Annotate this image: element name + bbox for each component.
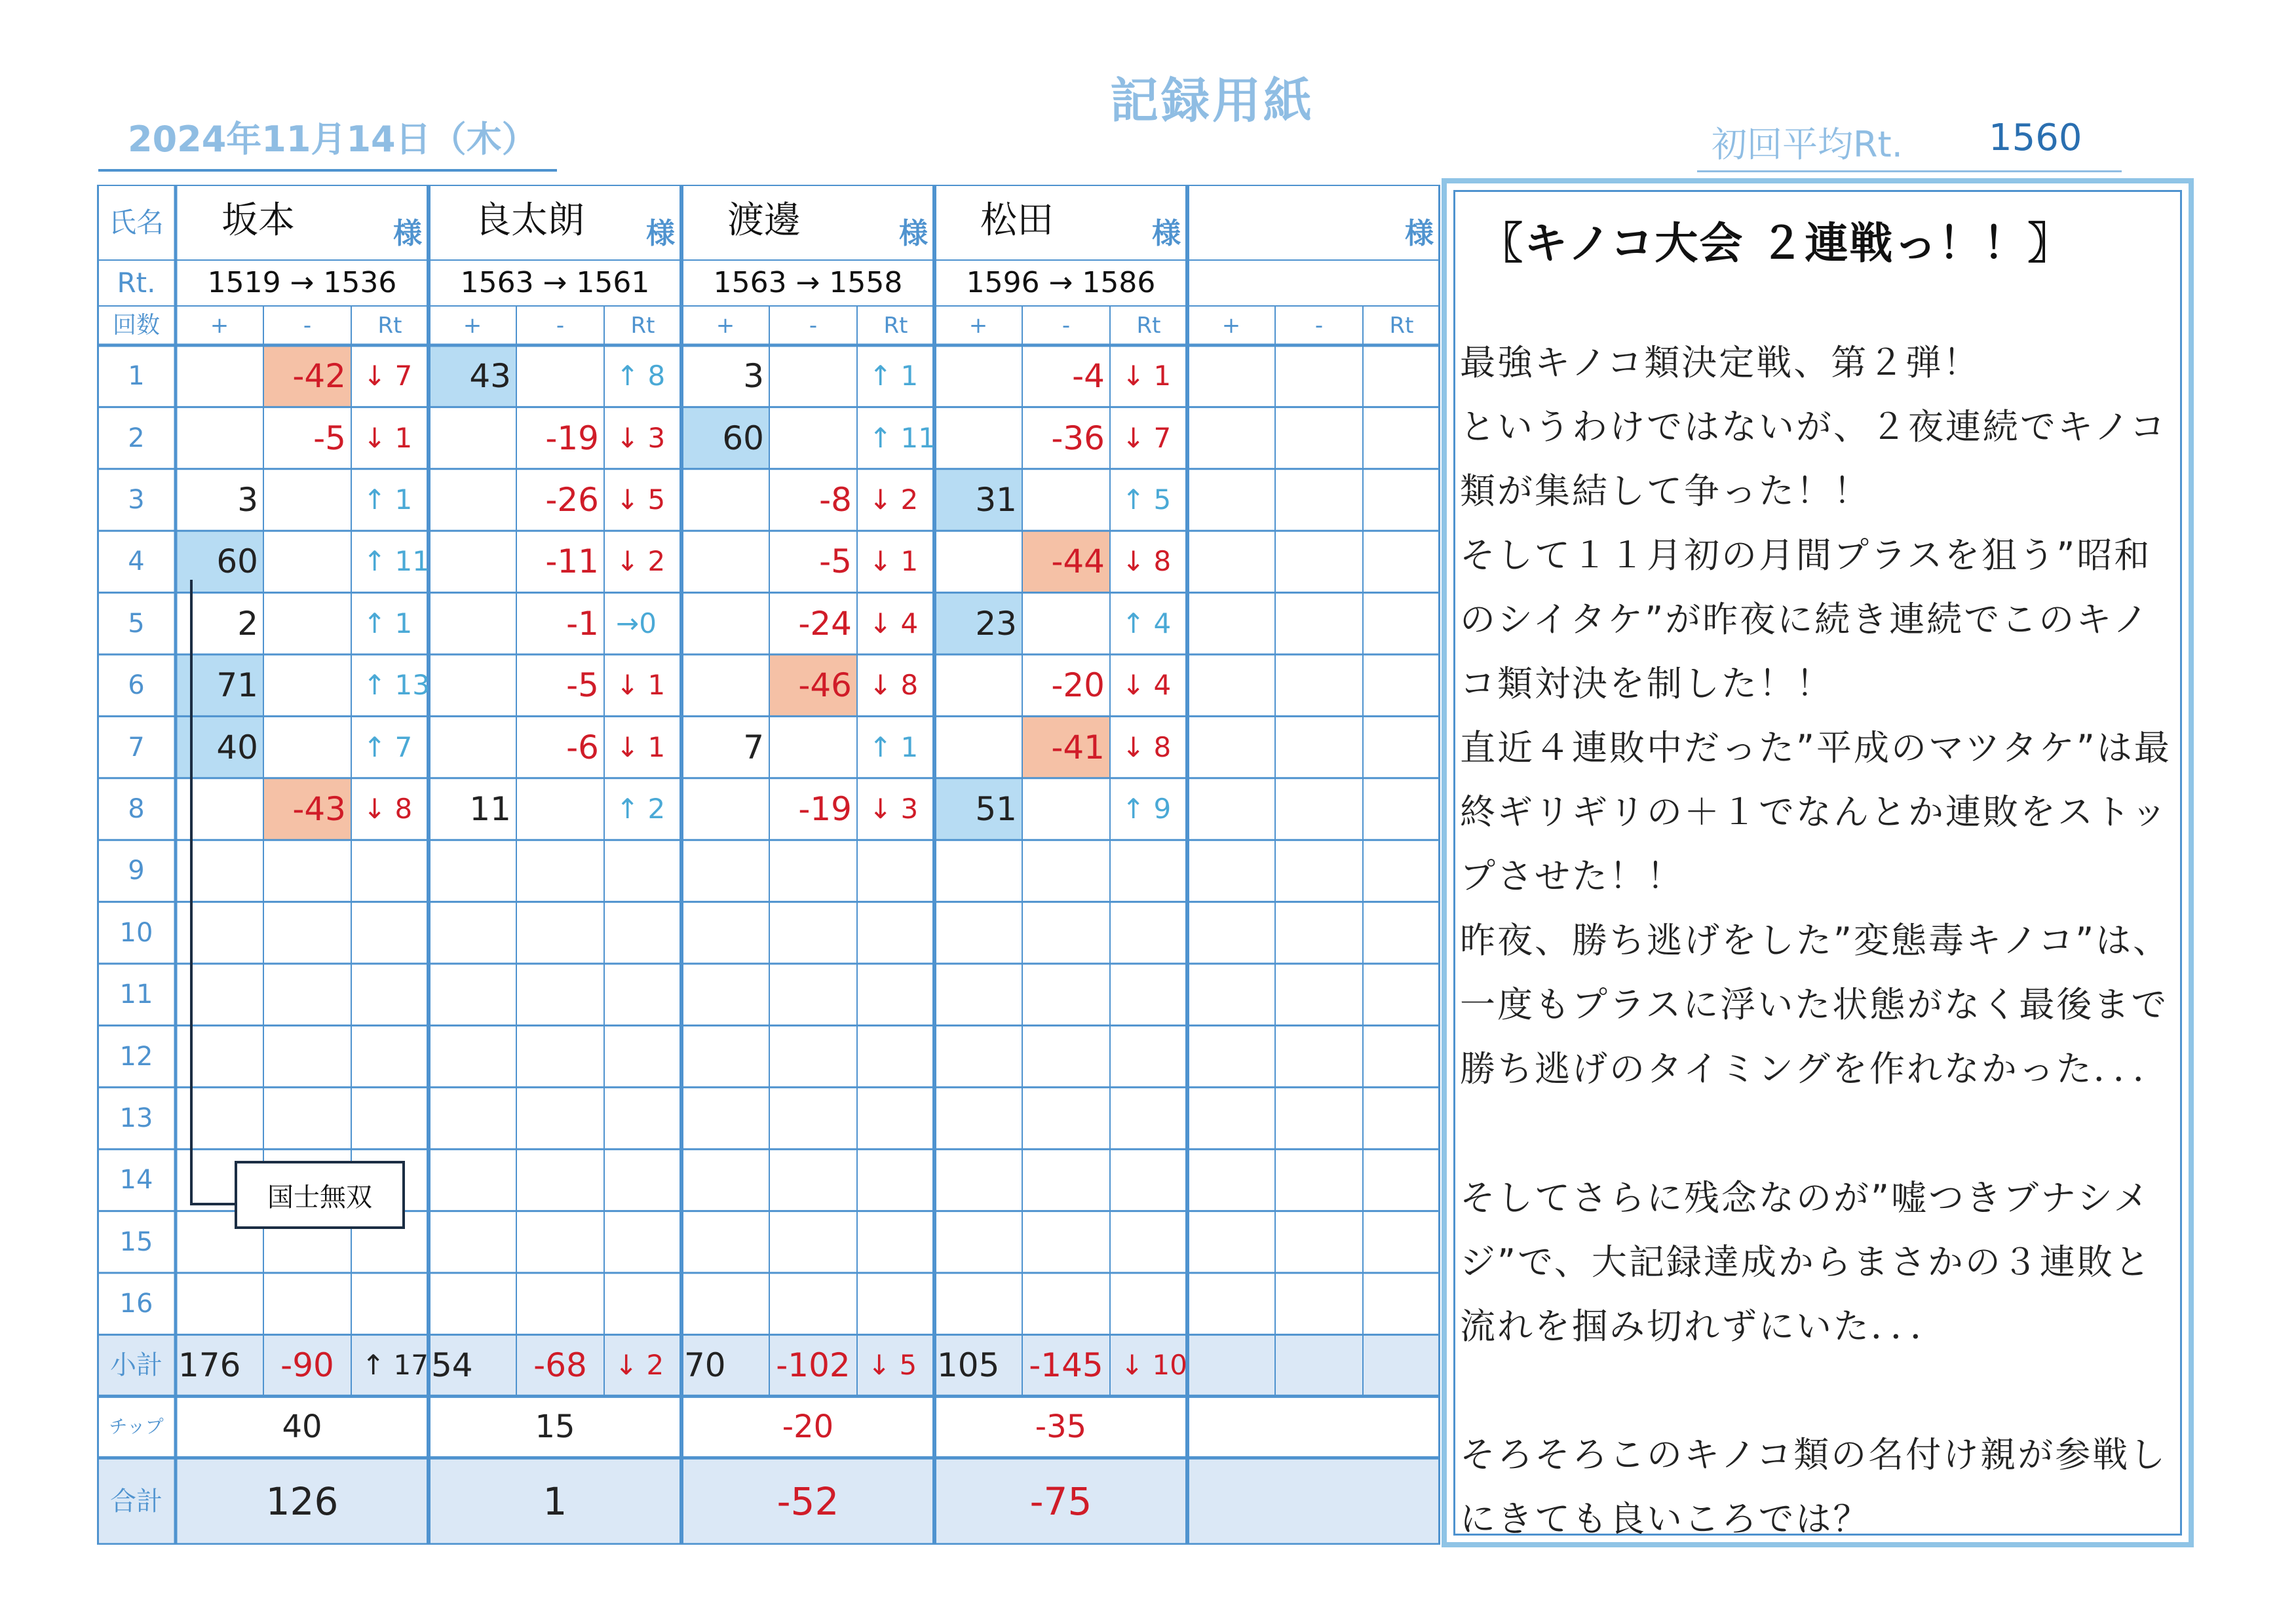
- player-name: 良太朗: [474, 199, 584, 242]
- commentary-paragraph: というわけではないが、２夜連続でキノコ類が集結して争った！！: [1460, 406, 2168, 512]
- score-plus: 3: [237, 480, 258, 519]
- honorific-label: 様: [393, 217, 422, 250]
- round-number: 15: [119, 1226, 153, 1257]
- subtotal-minus: -102: [776, 1346, 851, 1385]
- round-number: 6: [128, 670, 145, 701]
- score-minus: -19: [545, 419, 599, 457]
- score-minus: -11: [545, 542, 599, 581]
- commentary-paragraph: そしてさらに残念なのが”嘘つきブナシメジ”で、大記録達成からまさかの３連敗と流れを掴み切れずにいた．．．: [1460, 1177, 2152, 1347]
- rating-delta: ↑ 4: [1122, 607, 1172, 639]
- rating-delta: ↓ 8: [869, 669, 919, 702]
- score-plus: 11: [469, 789, 511, 828]
- commentary-heading: 〖キノコ大会 ２連戦っ！！〗: [1480, 218, 2073, 269]
- row-label-round: 回数: [112, 312, 160, 339]
- score-minus: -44: [1051, 542, 1105, 581]
- rating-delta: ↑ 8: [616, 360, 666, 392]
- annotation-line: [190, 580, 193, 1205]
- round-number: 10: [119, 917, 153, 948]
- commentary-paragraph: 直近４連敗中だった”平成のマツタケ”は最終ギリギリの＋１でなんとか連敗をストップさせた！！: [1460, 727, 2172, 897]
- rating-delta: ↑ 9: [1122, 792, 1172, 825]
- subtotal-minus: -90: [280, 1346, 334, 1385]
- plus-column-header: +: [463, 312, 482, 339]
- annotation-line: [190, 1203, 236, 1205]
- round-number: 9: [128, 856, 145, 886]
- row-label-rating: Rt.: [117, 267, 156, 299]
- score-plus: 7: [743, 728, 764, 766]
- chip-value: -20: [782, 1408, 834, 1446]
- rating-delta: ↓ 7: [363, 360, 413, 392]
- score-plus: 60: [722, 419, 764, 457]
- honorific-label: 様: [1152, 217, 1181, 250]
- rating-change: 1563 → 1561: [460, 266, 650, 299]
- score-minus: -36: [1051, 419, 1105, 457]
- score-plus: 31: [975, 480, 1017, 519]
- rating-delta: ↓ 4: [1122, 669, 1172, 702]
- rating-delta: ↓ 4: [869, 607, 919, 639]
- rating-delta: ↓ 1: [363, 421, 413, 454]
- rating-delta: ↓ 1: [869, 545, 919, 578]
- score-minus: -5: [566, 666, 599, 705]
- round-number: 5: [128, 608, 145, 639]
- honorific-label: 様: [646, 217, 675, 250]
- plus-column-header: +: [968, 312, 988, 339]
- rating-delta: ↓ 3: [869, 792, 919, 825]
- row-label-total: 合計: [110, 1486, 163, 1517]
- round-number: 11: [119, 979, 153, 1010]
- subtotal-plus: 176: [178, 1346, 241, 1385]
- total-value: -75: [1029, 1479, 1092, 1524]
- score-minus: -5: [819, 542, 852, 581]
- subtotal-rating-delta: ↓ 10: [1120, 1349, 1187, 1382]
- round-number: 16: [119, 1289, 153, 1319]
- minus-column-header: -: [809, 312, 818, 339]
- commentary-panel: [1442, 178, 2194, 1547]
- total-value: -52: [776, 1479, 839, 1524]
- subtotal-plus: 105: [937, 1346, 1000, 1385]
- rt-column-header: Rt: [883, 312, 908, 339]
- round-number: 8: [128, 793, 145, 824]
- score-plus: 60: [216, 542, 258, 581]
- total-value: 1: [543, 1479, 567, 1524]
- round-number: 7: [128, 732, 145, 763]
- score-minus: -41: [1051, 728, 1105, 766]
- commentary-paragraph: そろそろこのキノコ類の名付け親が参戦しにきても良いころでは？: [1460, 1434, 2168, 1539]
- rt-column-header: Rt: [377, 312, 402, 339]
- round-number: 13: [119, 1103, 153, 1133]
- subtotal-minus: -68: [533, 1346, 587, 1385]
- score-sheet: [97, 185, 1440, 1549]
- rating-delta: ↓ 3: [616, 421, 666, 454]
- plus-column-header: +: [716, 312, 735, 339]
- score-minus: -26: [545, 480, 599, 519]
- rating-delta: ↑ 13: [363, 669, 430, 702]
- player-name: 坂本: [221, 199, 295, 242]
- rt-column-header: Rt: [1136, 312, 1161, 339]
- rating-delta: →0: [616, 607, 657, 639]
- rating-delta: ↓ 2: [616, 545, 666, 578]
- honorific-label: 様: [899, 217, 928, 250]
- rating-delta: ↑ 2: [616, 792, 666, 825]
- rating-change: 1519 → 1536: [207, 266, 397, 299]
- minus-column-header: -: [556, 312, 565, 339]
- subtotal-minus: -145: [1029, 1346, 1103, 1385]
- rating-delta: ↓ 1: [616, 730, 666, 763]
- rating-delta: ↓ 8: [1122, 730, 1172, 763]
- score-plus: 71: [216, 666, 258, 705]
- annotation-kokushi: 国士無双: [235, 1161, 405, 1229]
- rating-delta: ↓ 1: [616, 669, 666, 702]
- total-cell-fill: [1187, 1458, 1440, 1545]
- rating-delta: ↓ 5: [616, 483, 666, 516]
- minus-column-header: -: [303, 312, 312, 339]
- plus-column-header: +: [1221, 312, 1241, 339]
- chip-value: 15: [535, 1408, 575, 1446]
- player-name: 松田: [980, 199, 1054, 242]
- chip-value: 40: [282, 1408, 322, 1446]
- rating-delta: ↑ 1: [363, 607, 413, 639]
- rating-delta: ↑ 11: [869, 421, 936, 454]
- subtotal-plus: 54: [431, 1346, 473, 1385]
- rating-delta: ↓ 2: [869, 483, 919, 516]
- page-title: 記録用紙: [1110, 73, 1314, 129]
- row-label-chip: チップ: [109, 1416, 164, 1438]
- rating-delta: ↓ 8: [363, 792, 413, 825]
- rt-column-header: Rt: [630, 312, 655, 339]
- commentary-paragraph: 昨夜、勝ち逃げをした”変態毒キノコ”は、一度もプラスに浮いた状態がなく最後まで勝ち逃げのタイミングを作れなかった．．．: [1460, 920, 2171, 1089]
- score-plus: 51: [975, 789, 1017, 828]
- chip-value: -35: [1035, 1408, 1087, 1446]
- rating-delta: ↑ 7: [363, 730, 413, 763]
- rating-delta: ↓ 8: [1122, 545, 1172, 578]
- commentary-paragraph: 最強キノコ類決定戦、第２弾！: [1460, 342, 1981, 383]
- score-minus: -43: [292, 789, 346, 828]
- rating-delta: ↓ 1: [1122, 360, 1172, 392]
- rating-change: 1596 → 1586: [966, 266, 1156, 299]
- round-number: 4: [128, 546, 145, 577]
- player-name: 渡邊: [727, 199, 801, 242]
- round-number: 2: [128, 423, 145, 453]
- avg-rating-value: 1560: [1989, 117, 2082, 159]
- score-plus: 43: [469, 357, 511, 396]
- avg-rating-underline: [1697, 170, 2122, 172]
- rating-change: 1563 → 1558: [713, 266, 903, 299]
- rating-delta: ↑ 11: [363, 545, 430, 578]
- row-label-name: 氏名: [108, 206, 164, 238]
- score-plus: 3: [743, 357, 764, 396]
- score-minus: -1: [566, 604, 599, 643]
- score-minus: -24: [798, 604, 852, 643]
- rating-delta: ↑ 5: [1122, 483, 1172, 516]
- score-plus: 2: [237, 604, 258, 643]
- score-minus: -19: [798, 789, 852, 828]
- score-plus: 40: [216, 728, 258, 766]
- rt-column-header: Rt: [1389, 312, 1414, 339]
- plus-column-header: +: [210, 312, 229, 339]
- date-label: 2024年11月14日（木）: [128, 119, 537, 160]
- rating-delta: ↑ 1: [363, 483, 413, 516]
- subtotal-plus: 70: [684, 1346, 726, 1385]
- subtotal-rating-delta: ↑ 17: [362, 1349, 429, 1382]
- score-minus: -5: [313, 419, 346, 457]
- score-plus: 23: [975, 604, 1017, 643]
- score-minus: -42: [292, 357, 346, 396]
- row-label-subtotal: 小計: [110, 1350, 163, 1381]
- round-number: 1: [128, 361, 145, 392]
- rating-delta: ↑ 1: [869, 360, 919, 392]
- minus-column-header: -: [1314, 312, 1324, 339]
- round-number: 14: [119, 1165, 153, 1196]
- commentary-paragraph: そして１１月初の月間プラスを狙う”昭和のシイタケ”が昨夜に続き連続でこのキノコ類対決を制した！！: [1460, 535, 2152, 704]
- score-minus: -46: [798, 666, 852, 705]
- score-minus: -6: [566, 728, 599, 766]
- avg-rating-label: 初回平均Rt.: [1712, 124, 1903, 165]
- rating-delta: ↓ 7: [1122, 421, 1172, 454]
- date-underline: [98, 169, 557, 172]
- round-number: 3: [128, 484, 145, 515]
- score-minus: -8: [819, 480, 852, 519]
- subtotal-rating-delta: ↓ 5: [868, 1349, 917, 1382]
- rating-delta: ↑ 1: [869, 730, 919, 763]
- score-minus: -4: [1072, 357, 1105, 396]
- honorific-label: 様: [1405, 217, 1434, 250]
- total-value: 126: [265, 1479, 339, 1524]
- score-minus: -20: [1051, 666, 1105, 705]
- round-number: 12: [119, 1041, 153, 1072]
- subtotal-rating-delta: ↓ 2: [615, 1349, 664, 1382]
- minus-column-header: -: [1062, 312, 1071, 339]
